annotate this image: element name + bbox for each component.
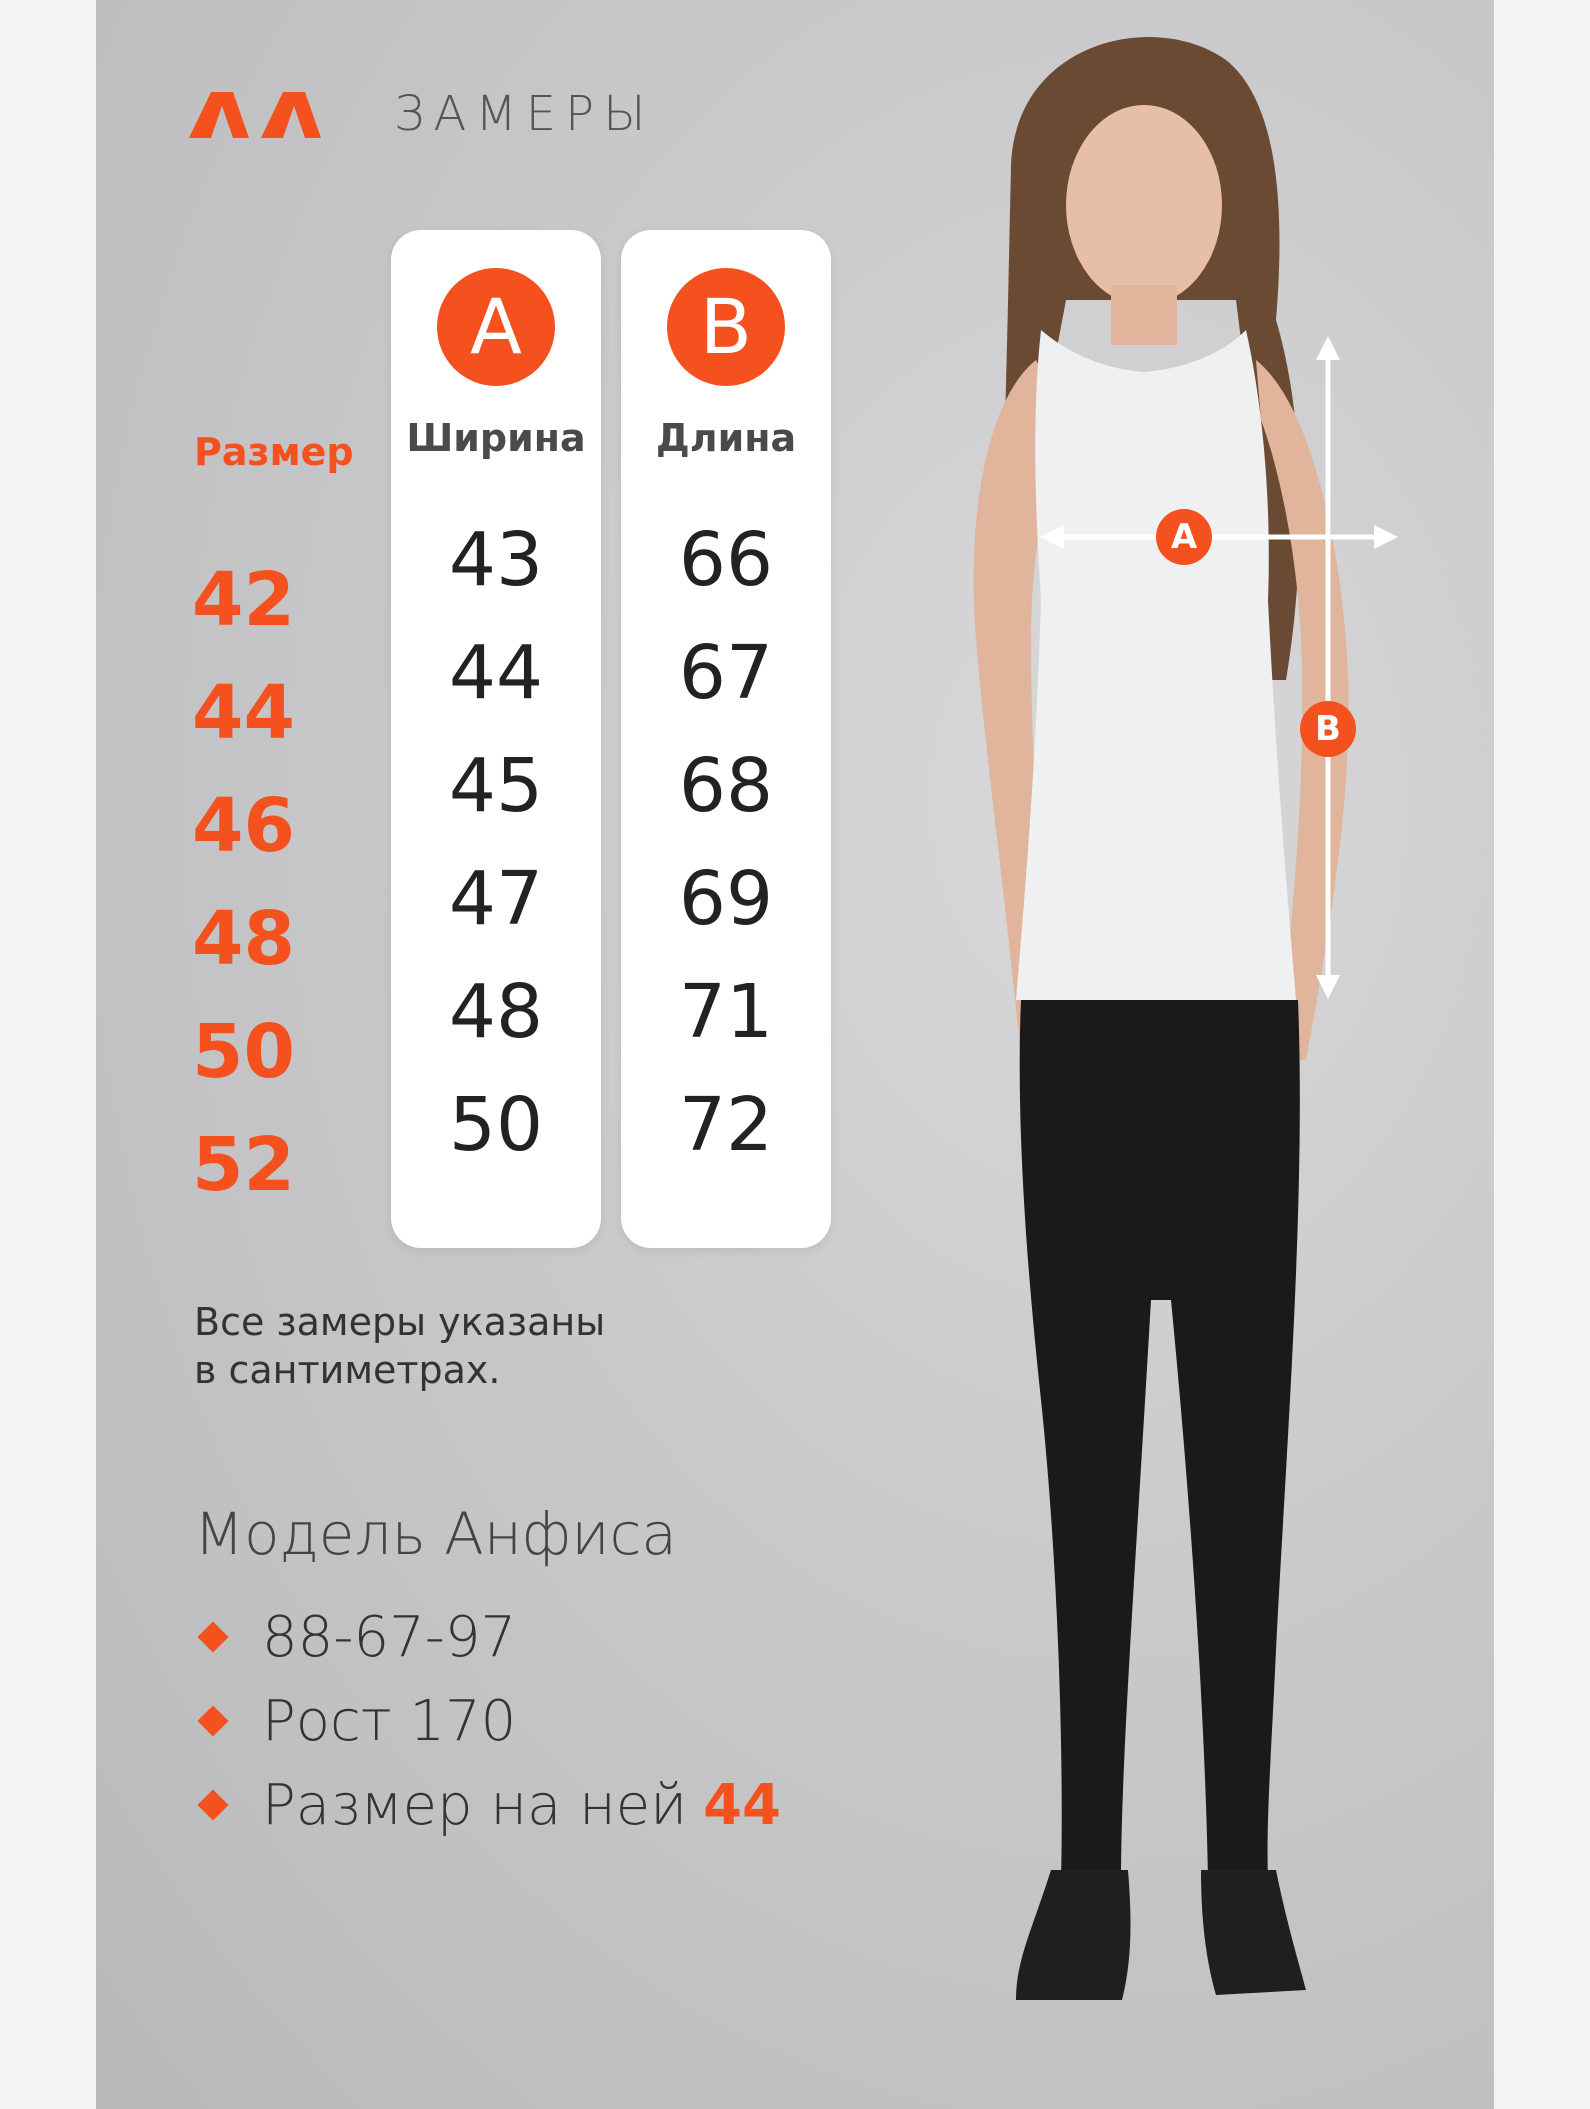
size-value: 48	[192, 896, 295, 982]
model-measurements: 88-67-97	[262, 1604, 517, 1670]
width-value: 47	[448, 856, 544, 942]
model-stat-size	[194, 1763, 781, 1847]
model-name: Модель Анфиса	[194, 1500, 677, 1568]
size-value: 50	[192, 1009, 295, 1095]
length-value: 66	[678, 517, 774, 603]
length-value: 68	[678, 743, 774, 829]
diamond-bullet-icon	[197, 1621, 228, 1652]
width-badge: A	[437, 268, 555, 386]
length-label: Длина	[655, 416, 797, 460]
size-value: 44	[192, 670, 295, 756]
model-stat-measurements	[194, 1595, 781, 1679]
width-value: 43	[448, 517, 544, 603]
width-value: 50	[448, 1082, 544, 1168]
diamond-bullet-icon	[197, 1789, 228, 1820]
units-note	[194, 1298, 605, 1394]
width-value: 44	[448, 630, 544, 716]
measure-b-marker	[1300, 701, 1356, 757]
brand-logo	[189, 92, 329, 138]
model-stats	[194, 1595, 781, 1847]
size-value: 46	[192, 783, 295, 869]
size-list	[192, 544, 295, 1222]
length-badge: B	[667, 268, 785, 386]
width-column	[391, 230, 601, 1248]
diamond-bullet-icon	[197, 1705, 228, 1736]
size-chart-card	[96, 0, 1494, 2109]
model-height: Рост 170	[262, 1688, 517, 1754]
measure-b-label: B	[1315, 709, 1341, 749]
size-value: 42	[192, 557, 295, 643]
length-column	[621, 230, 831, 1248]
length-value: 71	[678, 969, 774, 1055]
width-value: 45	[448, 743, 544, 829]
length-value: 72	[678, 1082, 774, 1168]
length-value: 67	[678, 630, 774, 716]
size-value: 52	[192, 1122, 295, 1208]
width-value: 48	[448, 969, 544, 1055]
measure-a-marker	[1156, 509, 1212, 565]
size-column-header: Размер	[194, 430, 354, 474]
length-value: 69	[678, 856, 774, 942]
units-note-line: Все замеры указаны	[194, 1300, 606, 1344]
page-title: ЗАМЕРЫ	[394, 86, 655, 142]
model-size-prefix: Размер на ней	[262, 1772, 688, 1838]
model-size-value: 44	[703, 1772, 782, 1838]
units-note-line: в сантиметрах.	[194, 1348, 501, 1392]
width-label: Ширина	[406, 416, 586, 460]
measure-a-label: A	[1170, 517, 1198, 557]
model-stat-height	[194, 1679, 781, 1763]
model-photo	[836, 0, 1494, 2109]
